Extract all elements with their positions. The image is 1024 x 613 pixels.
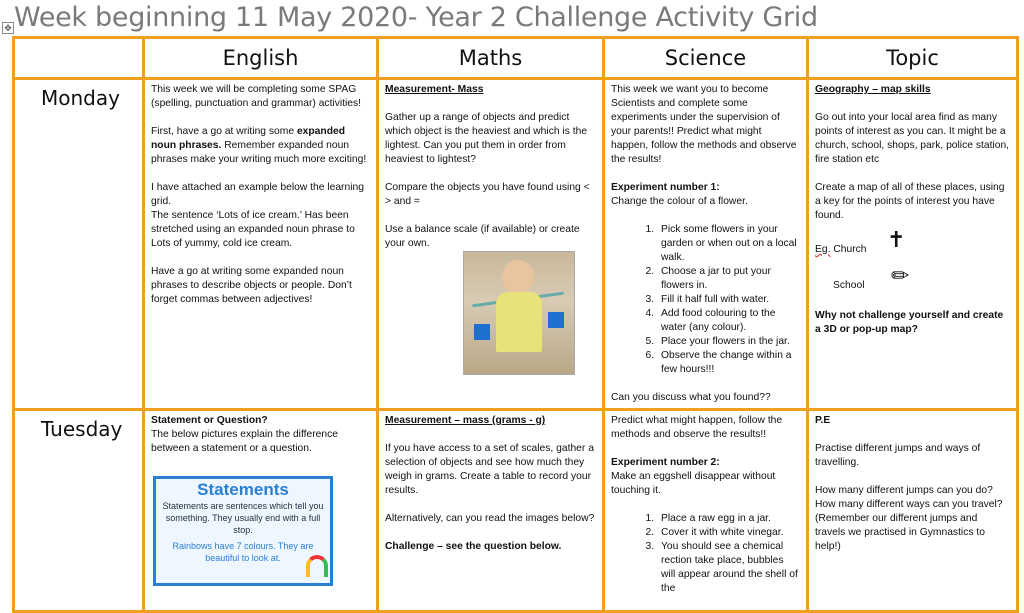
list-item: 1. Place a raw egg in a jar.: [657, 512, 800, 526]
text: The below pictures explain the difference between a statement or a question.: [151, 429, 338, 454]
text: (Remember our different jumps and travels we practised in Gymnastics to help!): [815, 513, 985, 552]
poster-title: Statements: [197, 480, 289, 499]
column-header-maths: Maths: [378, 38, 604, 79]
text: Compare the objects you have found using < > and =: [385, 182, 590, 207]
cell-heading: Measurement- Mass: [385, 84, 484, 95]
day-label-tuesday: Tuesday: [14, 410, 144, 612]
balance-scale-photo: [463, 251, 575, 375]
text: Predict what might happen, follow the methods and observe the results!!: [611, 415, 783, 440]
list-item: 1. Pick some flowers in your garden or when out on a local walk.: [657, 223, 800, 265]
activity-grid: [12, 36, 1019, 613]
rainbow-icon: [306, 555, 328, 577]
page-title: Week beginning 11 May 2020- Year 2 Challenge Activity Grid: [14, 2, 818, 33]
text: Alternatively, can you read the images below?: [385, 513, 595, 524]
cell-heading: Geography – map skills: [815, 84, 931, 95]
cell-tuesday-maths[interactable]: [378, 410, 604, 612]
key-school-label: School: [833, 280, 865, 291]
cell-tuesday-topic[interactable]: [808, 410, 1018, 612]
text: Change the colour of a flower.: [611, 196, 748, 207]
key-church-label: Eg. Church: [815, 244, 867, 255]
list-item: 4. Add food colouring to the water (any colour).: [657, 307, 800, 335]
list-item: 2. Choose a jar to put your flowers in.: [657, 265, 800, 293]
text: I have attached an example below the learning grid.: [151, 182, 364, 207]
corner-cell: [14, 38, 144, 79]
steps-list: [611, 223, 800, 377]
text: Practise different jumps and ways of travelling.: [815, 443, 981, 468]
column-header-science: Science: [604, 38, 808, 79]
cell-heading: Experiment number 1:: [611, 182, 720, 193]
text: Challenge – see the question below.: [385, 541, 562, 552]
table-row: [14, 79, 1018, 410]
text: Create a map of all of these places, using a key for the points of interest you have found.: [815, 182, 1005, 221]
text: Make an eggshell disappear without touching it.: [611, 471, 776, 496]
cell-monday-maths[interactable]: [378, 79, 604, 410]
text: This week we will be completing some SPAG (spelling, punctuation and grammar) activities!: [151, 84, 362, 109]
list-item: 5. Place your flowers in the jar.: [657, 335, 800, 349]
text: First, have a go at writing some expanded noun phrases. Remember expanded noun phrases make your writing much more exciting!: [151, 126, 367, 165]
cell-tuesday-english[interactable]: [144, 410, 378, 612]
steps-list: [611, 512, 800, 596]
cell-heading: Experiment number 2:: [611, 457, 720, 468]
cell-tuesday-science[interactable]: [604, 410, 808, 612]
column-header-english: English: [144, 38, 378, 79]
cell-heading: P.E: [815, 415, 831, 426]
text: Have a go at writing some expanded noun phrases to describe objects or people. Don’t forget commas between adjectives!: [151, 266, 352, 305]
table-row: [14, 410, 1018, 612]
text: Why not challenge yourself and create a 3D or pop-up map?: [815, 310, 1004, 335]
text: If you have access to a set of scales, gather a selection of objects and see how much they weigh in grams. Create a table to record your results.: [385, 443, 594, 496]
list-item: 3. Fill it half full with water.: [657, 293, 800, 307]
text: How many different jumps can you do? How many different ways can you travel?: [815, 485, 1003, 510]
text: This week we want you to become Scientists and complete some experiments under the supervision of your parents!! Predict what might happen, follow the methods and observe the results!: [611, 84, 797, 165]
column-header-topic: Topic: [808, 38, 1018, 79]
text: Gather up a range of objects and predict which object is the heaviest and which is the lightest. Can you put them in order from heaviest to lightest?: [385, 112, 588, 165]
cell-monday-topic[interactable]: [808, 79, 1018, 410]
text: The sentence ‘Lots of ice cream.’ Has been stretched using an expanded noun phrase to Lots of yummy, cold ice cream.: [151, 210, 355, 249]
text: Go out into your local area find as many points of interest as you can. It might be a church, school, shops, park, police station, fire station etc: [815, 112, 1010, 165]
cell-monday-science[interactable]: [604, 79, 808, 410]
map-key: [815, 227, 1010, 309]
day-label-monday: Monday: [14, 79, 144, 410]
cell-heading: Measurement – mass (grams - g): [385, 415, 546, 426]
poster-text: Statements are sentences which tell you something. They usually end with a full stop.: [162, 501, 324, 535]
statements-poster: [153, 476, 333, 586]
header-row: [14, 38, 1018, 79]
cell-heading: Statement or Question?: [151, 415, 268, 426]
text: Can you discuss what you found??: [611, 392, 771, 403]
church-cross-icon: ✝: [887, 227, 906, 252]
poster-example: Rainbows have 7 colours. They are beautiful to look at.: [172, 541, 314, 563]
table-move-handle-icon[interactable]: ✥: [2, 22, 14, 34]
pencil-icon: ✏: [891, 263, 910, 288]
list-item: 6. Observe the change within a few hours!!!: [657, 349, 800, 377]
text: Use a balance scale (if available) or create your own.: [385, 224, 580, 249]
list-item: 3. You should see a chemical rection take place, bubbles will appear around the shell of the: [657, 540, 800, 596]
cell-monday-english[interactable]: [144, 79, 378, 410]
list-item: 2. Cover it with white vinegar.: [657, 526, 800, 540]
